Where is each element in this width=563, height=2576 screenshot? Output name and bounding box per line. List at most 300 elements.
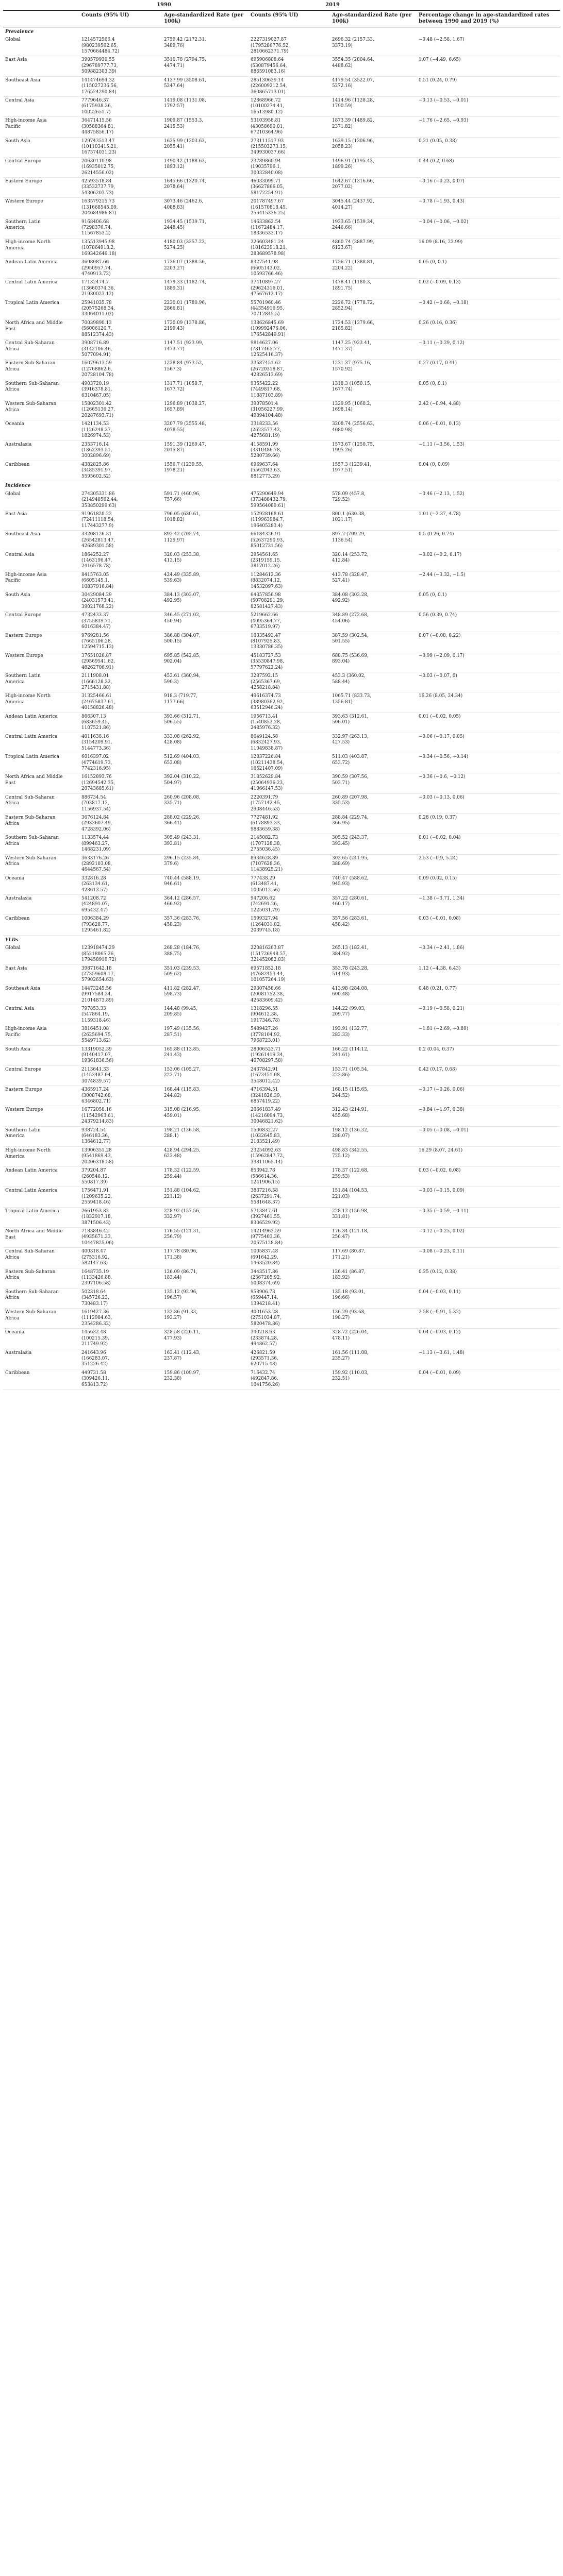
counts-2019-cell: 1956713.41 (1540853.28, 2485976.32)	[249, 713, 330, 733]
counts-2019-cell: 853942.78 (586614.36, 1241906.15)	[249, 1167, 330, 1187]
counts-1990-cell: 16152893.76 (12694542.35, 20743685.61)	[79, 773, 162, 793]
location-cell: Caribbean	[3, 461, 79, 481]
table-row	[3, 1207, 560, 1227]
counts-1990-cell: 7183846.42 (4935671.33, 10447825.06)	[79, 1227, 162, 1247]
percent-change-cell: 0.05 (0, 0.1)	[417, 259, 560, 279]
location-cell: Oceania	[3, 1329, 79, 1349]
location-cell: Global	[3, 36, 79, 56]
rate-2019-cell: 1329.95 (1060.2, 1698.14)	[330, 400, 417, 420]
counts-1990-cell: 15802301.42 (12665136.27, 20287693.71)	[79, 400, 162, 420]
rate-1990-cell: 393.66 (312.71, 506.55)	[162, 713, 249, 733]
location-cell: High-income Asia Pacific	[3, 117, 79, 137]
table-row	[3, 490, 560, 511]
table-row	[3, 360, 560, 380]
counts-2019-cell: 695906808.64 (530879456.64, 886591083.16)	[249, 56, 330, 76]
rate-1990-cell: 159.86 (109.97, 232.38)	[162, 1369, 249, 1389]
counts-1990-cell: 17132474.7 (13660374.36, 21930023.12)	[79, 279, 162, 299]
percent-change-cell: −0.42 (−0.66, −0.18)	[417, 299, 560, 319]
rate-1990-cell: 1490.42 (1188.63, 1893.12)	[162, 157, 249, 177]
rate-2019-cell: 348.89 (272.68, 454.06)	[330, 612, 417, 632]
counts-2019-cell: 46033099.71 (36627866.05, 58172254.91)	[249, 178, 330, 198]
percent-change-cell: 0.05 (0, 0.1)	[417, 380, 560, 400]
table-row	[3, 299, 560, 319]
rate-1990-cell: 3073.46 (2462.6, 4088.83)	[162, 198, 249, 218]
counts-1990-cell: 332816.28 (263134.61, 428613.57)	[79, 874, 162, 894]
counts-1990-cell: 6016397.02 (4774619.73, 7742316.95)	[79, 753, 162, 773]
percent-change-cell: −0.04 (−0.06, −0.02)	[417, 218, 560, 238]
percent-change-cell: 0.07 (−0.08, 0.22)	[417, 632, 560, 652]
rate-2019-cell: 1496.91 (1195.43, 1899.26)	[330, 157, 417, 177]
percent-change-cell: −0.34 (−2.41, 1.86)	[417, 944, 560, 964]
table-row	[3, 400, 560, 420]
percent-change-cell: 0.06 (−0.01, 0.13)	[417, 420, 560, 440]
rate-1990-cell: 512.69 (404.03, 653.08)	[162, 753, 249, 773]
counts-2019-cell: 53103958.81 (43058690.01, 67210364.96)	[249, 117, 330, 137]
location-cell: North Africa and Middle East	[3, 1227, 79, 1247]
rate-1990-cell: 163.41 (112.43, 237.87)	[162, 1349, 249, 1369]
location-cell: Central Asia	[3, 1005, 79, 1025]
location-cell: Central Europe	[3, 1065, 79, 1086]
table-header	[3, 0, 560, 27]
location-cell: Oceania	[3, 874, 79, 894]
column-header-counts-2019: Counts (95% UI)	[249, 10, 330, 27]
counts-2019-cell: 31852629.84 (25064936.23, 41066147.53)	[249, 773, 330, 793]
rate-2019-cell: 260.89 (207.98, 335.53)	[330, 793, 417, 814]
rate-1990-cell: 384.13 (303.07, 492.95)	[162, 591, 249, 612]
counts-1990-cell: 379204.87 (260546.12, 550817.39)	[79, 1167, 162, 1187]
rate-2019-cell: 1318.3 (1050.15, 1677.74)	[330, 380, 417, 400]
column-header-counts-1990: Counts (95% UI)	[79, 10, 162, 27]
rate-2019-cell: 328.72 (226.04, 478.11)	[330, 1329, 417, 1349]
rate-1990-cell: 1228.84 (973.52, 1567.3)	[162, 360, 249, 380]
counts-1990-cell: 4903720.19 (3916378.81, 6310467.05)	[79, 380, 162, 400]
counts-1990-cell: 37651026.87 (29569541.62, 48262706.91)	[79, 652, 162, 672]
percent-change-cell: 0.26 (0.16, 0.36)	[417, 319, 560, 339]
percent-change-cell: 0.03 (−0.01, 0.08)	[417, 915, 560, 935]
location-cell: High-income North America	[3, 1146, 79, 1166]
rate-1990-cell: 392.04 (310.22, 504.97)	[162, 773, 249, 793]
rate-2019-cell: 578.09 (457.8, 729.52)	[330, 490, 417, 511]
counts-2019-cell: 55701960.46 (44354916.95, 70712845.5)	[249, 299, 330, 319]
year-2019-header: 2019	[249, 0, 417, 10]
counts-2019-cell: 12837226.84 (10211438.54, 16521407.09)	[249, 753, 330, 773]
percent-change-cell: 0.2 (0.04, 0.37)	[417, 1045, 560, 1065]
table-row	[3, 1146, 560, 1166]
counts-2019-cell: 66184326.91 (52637290.93, 85012731.56)	[249, 531, 330, 551]
rate-1990-cell: 2230.01 (1780.96, 2866.81)	[162, 299, 249, 319]
percent-change-cell: −1.81 (−2.69, −0.89)	[417, 1025, 560, 1045]
location-cell: Southeast Asia	[3, 531, 79, 551]
counts-1990-cell: 30429084.29 (24031573.41, 39021768.22)	[79, 591, 162, 612]
table-row	[3, 1167, 560, 1187]
percent-change-cell: 0.04 (−0.03, 0.11)	[417, 1288, 560, 1308]
location-cell: Andean Latin America	[3, 1167, 79, 1187]
location-cell: Central Latin America	[3, 279, 79, 299]
table-row	[3, 652, 560, 672]
counts-2019-cell: 2145082.73 (1707128.38, 2755036.45)	[249, 834, 330, 854]
counts-1990-cell: 7779646.37 (6175938.36, 10022651.7)	[79, 96, 162, 116]
percent-change-cell: 0.28 (0.19, 0.37)	[417, 814, 560, 834]
percent-change-cell: 2.53 (−0.9, 5.24)	[417, 854, 560, 874]
location-cell: Eastern Sub-Saharan Africa	[3, 360, 79, 380]
table-row	[3, 218, 560, 238]
section-header-row	[3, 481, 560, 490]
location-cell: Eastern Sub-Saharan Africa	[3, 814, 79, 834]
table-row	[3, 834, 560, 854]
percent-change-cell: −1.38 (−3.71, 1.34)	[417, 895, 560, 915]
percent-change-cell: −0.48 (−2.58, 1.67)	[417, 36, 560, 56]
rate-1990-cell: 144.48 (99.45, 209.85)	[162, 1005, 249, 1025]
location-cell: Southern Sub-Saharan Africa	[3, 380, 79, 400]
location-cell: Central Sub-Saharan Africa	[3, 1248, 79, 1268]
counts-2019-cell: 9814627.06 (7817465.77, 12525416.37)	[249, 340, 330, 360]
location-cell: East Asia	[3, 964, 79, 985]
percent-change-cell: −0.03 (−0.07, 0)	[417, 672, 560, 692]
rate-1990-cell: 228.92 (157.56, 332.97)	[162, 1207, 249, 1227]
counts-1990-cell: 3698087.66 (2950957.74, 4740913.72)	[79, 259, 162, 279]
counts-1990-cell: 141474694.32 (115027236.56, 176524290.84)	[79, 76, 162, 96]
percent-change-cell: 0.21 (0.05, 0.38)	[417, 137, 560, 157]
percent-change-cell: −0.46 (−2.13, 1.52)	[417, 490, 560, 511]
location-cell: Andean Latin America	[3, 259, 79, 279]
rate-1990-cell: 176.55 (121.31, 256.79)	[162, 1227, 249, 1247]
section-header-row	[3, 27, 560, 36]
counts-1990-cell: 1421134.53 (1126248.37, 1826974.53)	[79, 420, 162, 440]
counts-1990-cell: 3633176.26 (2892103.08, 4644567.54)	[79, 854, 162, 874]
rate-1990-cell: 411.82 (282.47, 598.73)	[162, 985, 249, 1005]
counts-2019-cell: 273111517.93 (215503273.15, 349930037.66)	[249, 137, 330, 157]
counts-1990-cell: 4365917.24 (3008742.68, 6346802.71)	[79, 1086, 162, 1106]
percent-change-cell: 1.01 (−2.37, 4.78)	[417, 510, 560, 530]
location-cell: High-income North America	[3, 692, 79, 713]
counts-2019-cell: 5713847.61 (3927461.55, 8306529.92)	[249, 1207, 330, 1227]
rate-1990-cell: 892.42 (705.74, 1129.97)	[162, 531, 249, 551]
column-header-rate-1990: Age-standardized Rate (per 100k)	[162, 10, 249, 27]
rate-1990-cell: 132.86 (91.33, 193.27)	[162, 1309, 249, 1329]
counts-2019-cell: 1005837.48 (691642.29, 1463520.84)	[249, 1248, 330, 1268]
rate-2019-cell: 1629.15 (1306.96, 2058.23)	[330, 137, 417, 157]
counts-1990-cell: 31325466.61 (24675837.61, 40158826.48)	[79, 692, 162, 713]
table-row	[3, 96, 560, 116]
rate-2019-cell: 393.63 (312.61, 506.01)	[330, 713, 417, 733]
rate-2019-cell: 178.37 (122.68, 259.53)	[330, 1167, 417, 1187]
rate-1990-cell: 296.15 (235.84, 379.6)	[162, 854, 249, 874]
counts-2019-cell: 1599327.94 (1264031.82, 2039745.18)	[249, 915, 330, 935]
percent-change-cell: −0.06 (−0.17, 0.05)	[417, 733, 560, 753]
location-cell: High-income Asia Pacific	[3, 571, 79, 591]
counts-2019-cell: 14633862.54 (11672484.17, 18336533.17)	[249, 218, 330, 238]
rate-2019-cell: 498.83 (342.55, 725.12)	[330, 1146, 417, 1166]
counts-2019-cell: 201787497.67 (161570818.45, 256415336.25)	[249, 198, 330, 218]
counts-1990-cell: 16772058.16 (11542963.61, 24379214.83)	[79, 1106, 162, 1126]
table-row	[3, 753, 560, 773]
counts-2019-cell: 716432.74 (492847.86, 1041756.26)	[249, 1369, 330, 1389]
location-cell: South Asia	[3, 591, 79, 612]
rate-2019-cell: 193.91 (132.77, 282.33)	[330, 1025, 417, 1045]
counts-2019-cell: 947206.62 (742691.26, 1225031.79)	[249, 895, 330, 915]
counts-2019-cell: 426821.59 (293571.36, 620715.48)	[249, 1349, 330, 1369]
rate-1990-cell: 3510.78 (2794.75, 4474.71)	[162, 56, 249, 76]
percent-change-cell: 0.42 (0.17, 0.68)	[417, 1065, 560, 1086]
counts-1990-cell: 241643.96 (166283.07, 351226.42)	[79, 1349, 162, 1369]
counts-2019-cell: 49616374.73 (38980362.92, 63512946.24)	[249, 692, 330, 713]
rate-2019-cell: 413.98 (284.08, 600.48)	[330, 985, 417, 1005]
table-row	[3, 854, 560, 874]
percent-change-cell: −0.16 (−0.23, 0.07)	[417, 178, 560, 198]
location-cell: Central Sub-Saharan Africa	[3, 340, 79, 360]
table-row	[3, 1369, 560, 1389]
rate-1990-cell: 1147.51 (923.99, 1473.77)	[162, 340, 249, 360]
table-row	[3, 1349, 560, 1369]
location-cell: High-income Asia Pacific	[3, 1025, 79, 1045]
rate-2019-cell: 303.65 (241.95, 388.69)	[330, 854, 417, 874]
location-cell: Australasia	[3, 895, 79, 915]
rate-1990-cell: 4180.03 (3357.22, 5274.25)	[162, 238, 249, 258]
percent-change-cell: 16.09 (8.16, 23.99)	[417, 238, 560, 258]
rate-1990-cell: 260.96 (208.08, 335.71)	[162, 793, 249, 814]
counts-1990-cell: 39871642.18 (27359608.17, 57902654.63)	[79, 964, 162, 985]
rate-2019-cell: 1873.39 (1489.82, 2371.82)	[330, 117, 417, 137]
percent-change-cell: 0.04 (−0.03, 0.12)	[417, 1329, 560, 1349]
table-row	[3, 632, 560, 652]
location-cell: South Asia	[3, 137, 79, 157]
percent-change-cell: 0.01 (−0.02, 0.05)	[417, 713, 560, 733]
table-row	[3, 985, 560, 1005]
rate-2019-cell: 1642.67 (1316.66, 2077.02)	[330, 178, 417, 198]
counts-2019-cell: 37410897.27 (29624316.01, 47567612.17)	[249, 279, 330, 299]
table-row	[3, 380, 560, 400]
counts-2019-cell: 3287592.15 (2565367.69, 4258218.84)	[249, 672, 330, 692]
percent-change-cell: −0.35 (−0.59, −0.11)	[417, 1207, 560, 1227]
rate-2019-cell: 3208.74 (2556.63, 4080.98)	[330, 420, 417, 440]
percent-change-cell: 2.58 (−0.91, 5.32)	[417, 1309, 560, 1329]
location-cell: East Asia	[3, 510, 79, 530]
rate-2019-cell: 1147.25 (923.41, 1471.37)	[330, 340, 417, 360]
rate-1990-cell: 428.94 (294.25, 623.48)	[162, 1146, 249, 1166]
counts-1990-cell: 91961820.23 (72411118.54, 117443277.9)	[79, 510, 162, 530]
rate-2019-cell: 136.29 (93.68, 198.27)	[330, 1309, 417, 1329]
rate-1990-cell: 1736.07 (1388.56, 2203.27)	[162, 259, 249, 279]
location-cell: Australasia	[3, 440, 79, 461]
percent-change-cell: 0.09 (0.02, 0.15)	[417, 874, 560, 894]
percent-change-cell: 1.12 (−4.38, 6.43)	[417, 964, 560, 985]
counts-1990-cell: 16079613.59 (12768862.6, 20728104.78)	[79, 360, 162, 380]
rate-1990-cell: 288.02 (229.26, 366.41)	[162, 814, 249, 834]
counts-1990-cell: 866307.13 (683659.45, 1107521.86)	[79, 713, 162, 733]
table-row	[3, 137, 560, 157]
section-title: Incidence	[5, 483, 31, 489]
table-row	[3, 1126, 560, 1146]
rate-2019-cell: 2226.72 (1778.72, 2852.94)	[330, 299, 417, 319]
rate-2019-cell: 1478.41 (1180.3, 1891.75)	[330, 279, 417, 299]
counts-2019-cell: 1500832.27 (1032645.83, 2183521.49)	[249, 1126, 330, 1146]
location-cell: Eastern Europe	[3, 178, 79, 198]
rate-2019-cell: 176.34 (121.18, 256.47)	[330, 1227, 417, 1247]
rate-1990-cell: 1296.89 (1038.27, 1657.89)	[162, 400, 249, 420]
table-row	[3, 814, 560, 834]
location-cell: Eastern Sub-Saharan Africa	[3, 1268, 79, 1288]
year-header-row	[3, 0, 560, 10]
table-row	[3, 672, 560, 692]
rate-2019-cell: 1065.71 (833.73, 1356.81)	[330, 692, 417, 713]
rate-1990-cell: 364.12 (286.57, 466.92)	[162, 895, 249, 915]
location-cell: Eastern Europe	[3, 632, 79, 652]
rate-2019-cell: 800.1 (630.38, 1021.17)	[330, 510, 417, 530]
percent-change-cell: −0.08 (−0.23, 0.11)	[417, 1248, 560, 1268]
counts-2019-cell: 4158591.99 (3310486.78, 5280739.66)	[249, 440, 330, 461]
rate-1990-cell: 315.08 (216.95, 459.01)	[162, 1106, 249, 1126]
percent-change-cell: −0.11 (−0.29, 0.12)	[417, 340, 560, 360]
percent-change-cell: 0.01 (−0.02, 0.04)	[417, 834, 560, 854]
rate-2019-cell: 166.22 (114.12, 241.61)	[330, 1045, 417, 1065]
table-row	[3, 1227, 560, 1247]
rate-2019-cell: 353.78 (243.28, 514.93)	[330, 964, 417, 985]
rate-2019-cell: 1736.71 (1388.81, 2204.22)	[330, 259, 417, 279]
table-row	[3, 1025, 560, 1045]
rate-2019-cell: 1724.53 (1379.66, 2185.82)	[330, 319, 417, 339]
column-header-percent-change: Percentage change in age-standardized rates between 1990 and 2019 (%)	[417, 10, 560, 27]
location-cell: Western Europe	[3, 198, 79, 218]
counts-1990-cell: 2661953.82 (1832917.18, 3871506.43)	[79, 1207, 162, 1227]
rate-2019-cell: 332.97 (263.13, 427.53)	[330, 733, 417, 753]
counts-1990-cell: 502318.64 (345726.23, 730483.17)	[79, 1288, 162, 1308]
location-cell: South Asia	[3, 1045, 79, 1065]
rate-2019-cell: 688.75 (536.69, 893.04)	[330, 652, 417, 672]
counts-1990-cell: 3676124.84 (2933607.49, 4728392.06)	[79, 814, 162, 834]
counts-2019-cell: 8327541.98 (6605143.02, 10593766.46)	[249, 259, 330, 279]
percent-change-cell: 0.5 (0.26, 0.74)	[417, 531, 560, 551]
rate-2019-cell: 198.12 (136.32, 288.07)	[330, 1126, 417, 1146]
location-cell: High-income North America	[3, 238, 79, 258]
table-row	[3, 1106, 560, 1126]
rate-2019-cell: 511.03 (403.87, 653.72)	[330, 753, 417, 773]
rate-2019-cell: 228.12 (156.98, 331.81)	[330, 1207, 417, 1227]
percent-change-cell: 0.04 (0, 0.09)	[417, 461, 560, 481]
rate-1990-cell: 198.21 (136.58, 288.1)	[162, 1126, 249, 1146]
counts-1990-cell: 541208.72 (424891.07, 695432.47)	[79, 895, 162, 915]
rate-2019-cell: 126.41 (86.87, 183.92)	[330, 1268, 417, 1288]
counts-1990-cell: 33208126.31 (26542813.47, 42689301.58)	[79, 531, 162, 551]
rate-2019-cell: 312.43 (214.91, 455.68)	[330, 1106, 417, 1126]
rate-1990-cell: 320.03 (253.38, 413.15)	[162, 551, 249, 571]
counts-2019-cell: 2227319027.87 (1795286776.52, 2810662371.79)	[249, 36, 330, 56]
location-cell: Oceania	[3, 420, 79, 440]
section-title: Prevalence	[5, 29, 34, 35]
table-row	[3, 76, 560, 96]
rate-1990-cell: 333.08 (262.92, 428.08)	[162, 733, 249, 753]
table-row	[3, 117, 560, 137]
percent-change-cell: 0.25 (0.12, 0.38)	[417, 1268, 560, 1288]
rate-1990-cell: 126.09 (86.71, 183.44)	[162, 1268, 249, 1288]
rate-2019-cell: 320.14 (253.72, 412.84)	[330, 551, 417, 571]
data-table	[3, 0, 560, 1389]
table-row	[3, 259, 560, 279]
rate-2019-cell: 2696.32 (2157.33, 3373.19)	[330, 36, 417, 56]
rate-1990-cell: 3207.79 (2555.48, 4078.55)	[162, 420, 249, 440]
rate-2019-cell: 168.15 (115.65, 244.52)	[330, 1086, 417, 1106]
table-row	[3, 874, 560, 894]
rate-2019-cell: 4179.54 (3522.07, 5272.16)	[330, 76, 417, 96]
rate-2019-cell: 897.2 (709.29, 1136.54)	[330, 531, 417, 551]
counts-1990-cell: 129743513.47 (101103415.21, 167574031.23)	[79, 137, 162, 157]
counts-1990-cell: 13319052.39 (9140417.07, 19361836.56)	[79, 1045, 162, 1065]
counts-2019-cell: 138626845.69 (109992476.06, 176542849.91)	[249, 319, 330, 339]
rate-2019-cell: 413.78 (328.47, 527.41)	[330, 571, 417, 591]
rate-1990-cell: 2759.42 (2172.31, 3489.76)	[162, 36, 249, 56]
percent-change-cell: 1.07 (−4.49, 6.65)	[417, 56, 560, 76]
percent-change-cell: −0.12 (−0.25, 0.02)	[417, 1227, 560, 1247]
counts-2019-cell: 45183727.53 (35530847.98, 57797622.24)	[249, 652, 330, 672]
counts-1990-cell: 1619427.36 (1112984.63, 2354286.32)	[79, 1309, 162, 1329]
rate-1990-cell: 1317.71 (1050.7, 1677.72)	[162, 380, 249, 400]
rate-1990-cell: 4137.99 (3508.61, 5247.64)	[162, 76, 249, 96]
counts-2019-cell: 340218.63 (233874.28, 494862.57)	[249, 1329, 330, 1349]
rate-2019-cell: 387.59 (302.54, 501.55)	[330, 632, 417, 652]
counts-1990-cell: 1648735.19 (1133426.88, 2397106.58)	[79, 1268, 162, 1288]
rate-2019-cell: 384.08 (303.28, 492.92)	[330, 591, 417, 612]
rate-1990-cell: 1645.66 (1320.74, 2078.64)	[162, 178, 249, 198]
rate-2019-cell: 1573.67 (1250.75, 1995.26)	[330, 440, 417, 461]
table-row	[3, 440, 560, 461]
table-row	[3, 340, 560, 360]
rate-1990-cell: 424.49 (335.89, 539.63)	[162, 571, 249, 591]
table-row	[3, 279, 560, 299]
percent-change-cell: −1.13 (−3.61, 1.48)	[417, 1349, 560, 1369]
counts-2019-cell: 3318233.56 (2623577.42, 4275681.19)	[249, 420, 330, 440]
rate-1990-cell: 740.44 (588.19, 946.61)	[162, 874, 249, 894]
rate-1990-cell: 328.58 (226.11, 477.93)	[162, 1329, 249, 1349]
location-header-blank	[3, 0, 79, 10]
counts-1990-cell: 13906351.28 (9541869.43, 20206318.58)	[79, 1146, 162, 1166]
counts-2019-cell: 3443517.86 (2367205.92, 5008374.69)	[249, 1268, 330, 1288]
location-cell: North Africa and Middle East	[3, 773, 79, 793]
counts-2019-cell: 220816263.87 (151726948.57, 321452082.83)	[249, 944, 330, 964]
rate-1990-cell: 796.05 (630.61, 1018.82)	[162, 510, 249, 530]
location-cell: Western Europe	[3, 1106, 79, 1126]
column-header-location	[3, 10, 79, 27]
percent-change-cell: −0.36 (−0.6, −0.12)	[417, 773, 560, 793]
counts-2019-cell: 2437842.91 (1673451.08, 3548012.42)	[249, 1065, 330, 1086]
section-title: YLDs	[5, 937, 19, 943]
counts-2019-cell: 152928168.61 (119963984.7, 196405283.4)	[249, 510, 330, 530]
table-row	[3, 713, 560, 733]
rate-1990-cell: 346.45 (271.02, 450.94)	[162, 612, 249, 632]
location-cell: North Africa and Middle East	[3, 319, 79, 339]
counts-2019-cell: 4716394.51 (3241826.39, 6857419.22)	[249, 1086, 330, 1106]
location-cell: Southern Latin America	[3, 218, 79, 238]
rate-1990-cell: 453.61 (360.94, 590.3)	[162, 672, 249, 692]
percent-change-cell: −0.03 (−0.15, 0.09)	[417, 1187, 560, 1207]
table-row	[3, 551, 560, 571]
table-row	[3, 793, 560, 814]
percent-change-cell: 0.44 (0.2, 0.68)	[417, 157, 560, 177]
table-row	[3, 733, 560, 753]
rate-2019-cell: 3045.44 (2437.92, 4014.27)	[330, 198, 417, 218]
percent-change-cell: −0.13 (−0.53, −0.01)	[417, 96, 560, 116]
counts-1990-cell: 797853.33 (547864.19, 1159318.46)	[79, 1005, 162, 1025]
counts-2019-cell: 5219662.66 (4095364.77, 6733519.97)	[249, 612, 330, 632]
counts-1990-cell: 3908716.89 (3142106.46, 5077094.91)	[79, 340, 162, 360]
counts-2019-cell: 20661837.49 (14216094.73, 30046821.62)	[249, 1106, 330, 1126]
counts-2019-cell: 6969637.64 (5562043.63, 8812773.29)	[249, 461, 330, 481]
location-cell: Western Sub-Saharan Africa	[3, 854, 79, 874]
rate-2019-cell: 117.69 (80.87, 171.21)	[330, 1248, 417, 1268]
percent-change-cell: 0.05 (0, 0.1)	[417, 591, 560, 612]
rate-1990-cell: 1909.87 (1553.3, 2415.53)	[162, 117, 249, 137]
counts-1990-cell: 70039890.13 (56006126.7, 88512374.43)	[79, 319, 162, 339]
counts-1990-cell: 4732433.37 (3755839.71, 6016384.47)	[79, 612, 162, 632]
table-row	[3, 420, 560, 440]
